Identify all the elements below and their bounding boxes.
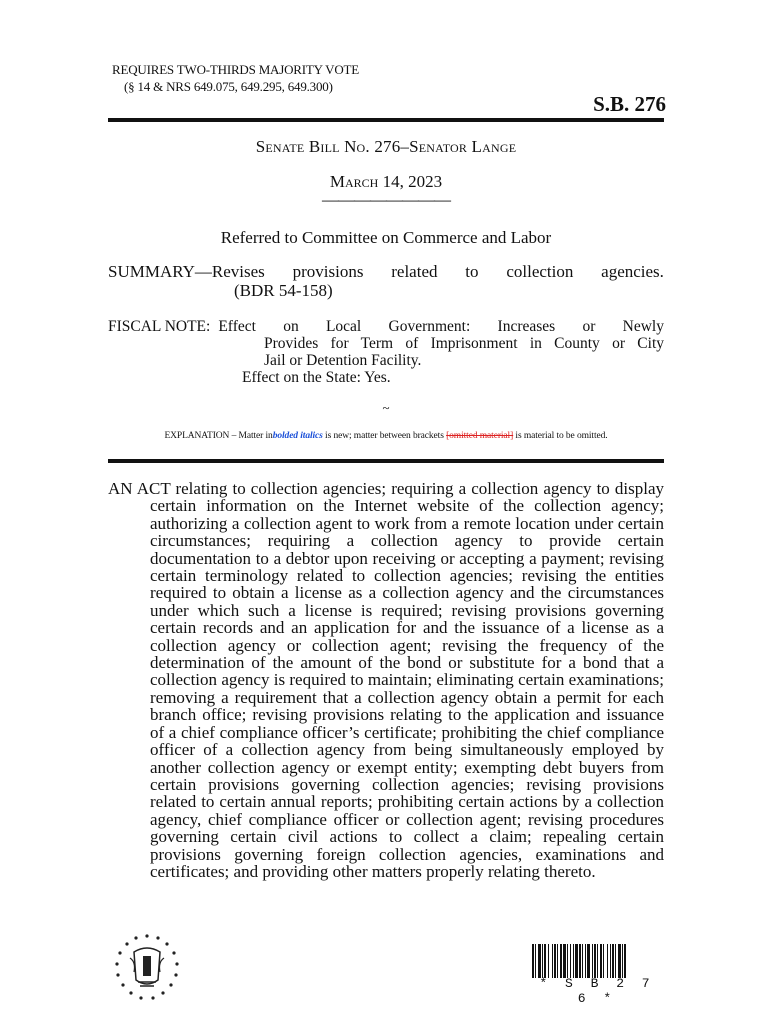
explanation-omitted: [omitted material]	[446, 431, 514, 441]
fiscal-note	[108, 318, 664, 386]
summary-word: to	[465, 262, 479, 281]
bill-title: Senate Bill No. 276–Senator Lange	[255, 137, 517, 156]
barcode-bar	[535, 944, 536, 978]
barcode-bar	[600, 944, 602, 978]
barcode-bar	[603, 944, 604, 978]
barcode-bar	[554, 944, 556, 978]
barcode-bar	[592, 944, 593, 978]
barcode-bar	[594, 944, 596, 978]
barcode-bar	[587, 944, 590, 978]
barcode-bar	[563, 944, 566, 978]
barcode-bar	[624, 944, 626, 978]
explanation-middle: is new; matter between brackets	[322, 431, 447, 441]
fiscal-state: Effect on the State: Yes.	[242, 369, 391, 386]
barcode-bar	[567, 944, 568, 978]
summary	[108, 262, 664, 300]
summary-word: related	[391, 262, 438, 281]
barcode-bar	[548, 944, 549, 978]
barcode-text: * S B 2 7 6 *	[539, 976, 655, 1006]
barcode-bar	[544, 944, 546, 978]
act-preamble	[108, 480, 664, 880]
summary-word: collection	[506, 262, 574, 281]
barcode-bar	[582, 944, 583, 978]
barcode-bar	[610, 944, 611, 978]
bill-date: March 14, 2023	[329, 172, 443, 191]
explanation-bolded: bolded italics	[272, 431, 323, 441]
barcode-bar	[532, 944, 534, 978]
barcode-bar	[560, 944, 562, 978]
barcode-bar	[585, 944, 586, 978]
explanation-rule	[108, 459, 664, 463]
barcode-bar	[552, 944, 553, 978]
act-text: AN ACT relating to collection agencies; requiring a collection agency to display certain information on the Internet website of the collection agency; authorizing a collection agent to work from a remote location under certain circumstances; requiring a collection agency to provide certain documentation to a debtor upon receiving or accepting a payment; revising certain terminology related to collection agencies; revising the entities required to obtain a license as a collection agency and the circumstances under which such a license is required; revising provisions governing certain records and an application for and the issuance of a license as a collection agency or collection agent; revising the frequency of the determination of the amount of the bond or substitute for a bond that a collection agency is required to maintain; eliminating certain examinations; removing a requirement that a collection agency obtain a permit for each branch office; revising provisions relating to the application and issuance of a chief compliance officer’s certificate; prohibiting the chief compliance officer of a collection agency from being simultaneously employed by another collection agency or exempt entity; exempting debt buyers from certain provisions governing collection agencies; revising provisions related to certain annual reports; prohibiting certain actions by a collection agency, chief compliance officer or collection agent; revising procedures governing certain civil actions to collect a claim; repealing certain provisions governing foreign collection agencies, examinations and certificates; and providing other matters properly relating thereto.	[108, 479, 664, 881]
barcode-bar	[612, 944, 614, 978]
nevada-seal-icon	[112, 932, 182, 1002]
barcode-bar	[542, 944, 543, 978]
barcode	[532, 944, 662, 978]
fiscal-local-line1: Effect on Local Government: Increases or Newly	[218, 318, 664, 335]
barcode-bar	[573, 944, 574, 978]
barcode-bar	[538, 944, 541, 978]
committee-referral: Referred to Committee on Commerce and Labor	[220, 228, 552, 247]
barcode-bar	[615, 944, 616, 978]
summary-word: agencies.	[601, 262, 664, 281]
vote-requirement: REQUIRES TWO-THIRDS MAJORITY VOTE	[112, 62, 360, 77]
barcode-bar	[557, 944, 558, 978]
fiscal-local-line2: Provides for Term of Imprisonment in County or City	[264, 335, 664, 352]
explanation-note	[108, 431, 664, 441]
explanation-prefix: EXPLANATION – Matter in	[164, 431, 273, 441]
barcode-bar	[570, 944, 571, 978]
summary-label: SUMMARY—Revises	[108, 262, 265, 281]
fiscal-note-label: FISCAL NOTE:	[108, 318, 211, 335]
bill-number: S.B. 276	[593, 92, 666, 116]
barcode-bar	[618, 944, 621, 978]
barcode-bar	[579, 944, 581, 978]
fiscal-local-line3: Jail or Detention Facility.	[264, 352, 422, 369]
summary-word: provisions	[292, 262, 364, 281]
barcode-bar	[575, 944, 578, 978]
tilde-divider: ~	[382, 400, 390, 415]
explanation-suffix: is material to be omitted.	[513, 431, 608, 441]
barcode-bar	[622, 944, 623, 978]
header-rule	[108, 118, 664, 122]
title-separator: ————————	[322, 190, 450, 209]
bdr-number: (BDR 54-158)	[234, 281, 333, 300]
barcode-bar	[597, 944, 598, 978]
statute-references: (§ 14 & NRS 649.075, 649.295, 649.300)	[124, 79, 333, 94]
barcode-bar	[607, 944, 608, 978]
